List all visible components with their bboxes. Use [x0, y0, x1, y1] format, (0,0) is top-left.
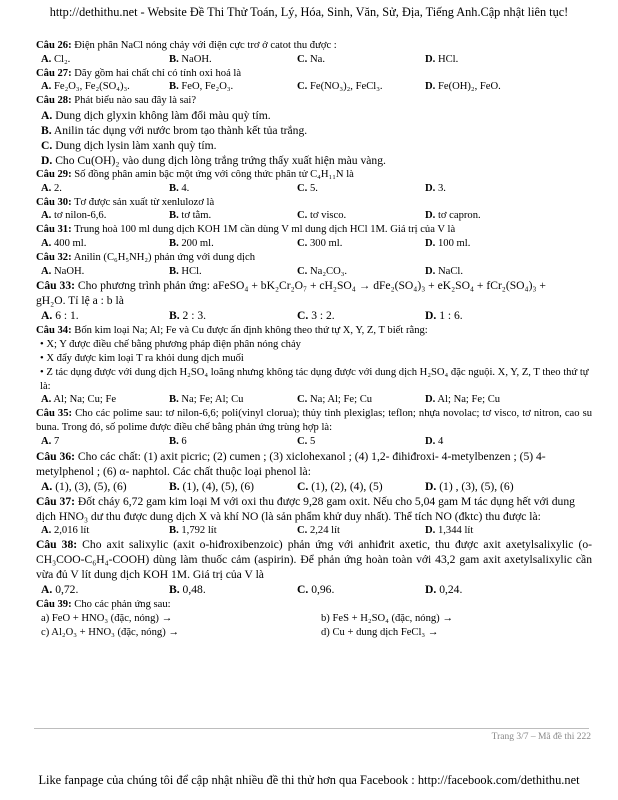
page-footer: Like fanpage của chúng tôi để cập nhật nhiều đề thi thử hơn qua Facebook : http://facebook.com/dethithu.net — [38, 773, 580, 787]
question-text: Bốn kim loại Na; Al; Fe và Cu được ấn định không theo thứ tự X, Y, Z, T biết rằng: — [74, 325, 428, 337]
question-text: Cho phương trình phản ứng: aFeSO₄ + bK₂Cr₂O₇ + cH₂SO₄ → dFe₂(SO₄)₃ + eK₂SO₄ + fCr₂(SO₄)₃ + — [77, 279, 546, 293]
option-b[interactable]: B. 2 : 3. — [169, 309, 207, 323]
footer-divider — [34, 728, 589, 729]
question-number: Câu 36: — [36, 449, 75, 463]
option-b[interactable]: B. 1,792 lít — [169, 524, 217, 536]
option-b[interactable]: B. Anilin tác dụng với nước brom tạo thành kết tủa trắng. — [41, 123, 308, 137]
option-b[interactable]: B. Na; Fe; Al; Cu — [169, 394, 244, 406]
option-a[interactable]: A. 0,72. — [41, 583, 79, 597]
option-b[interactable]: B. tơ tằm. — [169, 210, 212, 222]
question-27 — [36, 67, 592, 81]
option-d[interactable]: D. tơ capron. — [425, 210, 481, 222]
options-35 — [36, 435, 592, 449]
options-26 — [36, 53, 592, 67]
question-number: Câu 39: — [36, 599, 72, 611]
reaction-b: b) FeS + H₂SO₄ (đặc, nóng) → — [321, 613, 453, 625]
option-d[interactable]: D. Cho Cu(OH)₂ vào dung dịch lòng trắng trứng thấy xuất hiện màu vàng. — [41, 153, 386, 167]
question-number: Câu 32: — [36, 251, 72, 263]
option-d[interactable]: D. Fe(OH)₂, FeO. — [425, 81, 501, 93]
option-a[interactable]: A. Dung dịch glyxin không làm đổi màu quỳ tím. — [41, 108, 271, 122]
question-text: Cho các polime sau: tơ nilon-6,6; poli(vinyl clorua); thủy tinh plexiglas; teflon; nhựa novolac; tơ visco, tơ nitron, cao su buna. Trong đó, số polime được điều chế bằng phản ứng trùng hợp là: — [36, 408, 593, 433]
page-label: Trang 3/7 – Mã đề thi 222 — [491, 732, 591, 742]
question-text: Anilin (C₆H₅NH₂) phản ứng với dung dịch — [73, 251, 256, 263]
options-27 — [36, 80, 592, 94]
reaction-a: a) FeO + HNO₃ (đặc, nóng) → — [41, 613, 173, 625]
option-a[interactable]: A. Fe₂O₃, Fe₂(SO₄)₃. — [41, 81, 130, 93]
question-34 — [36, 324, 592, 338]
question-28 — [36, 94, 592, 108]
option-d[interactable]: D. 100 ml. — [425, 237, 471, 249]
option-c[interactable]: C. Na₂CO₃. — [297, 265, 348, 277]
bullet-3: • Z tác dụng được với dung dịch H₂SO₄ loãng nhưng không tác dụng được với dung dịch H₂SO₄ đặc nguội. X, Y, Z, T theo thứ tự là: — [40, 366, 589, 392]
reaction-c: c) Al₂O₃ + HNO₃ (đặc, nóng) → — [41, 626, 179, 638]
question-number: Câu 33: — [36, 279, 75, 293]
question-35 — [36, 407, 592, 435]
option-c[interactable]: C. 5. — [297, 182, 318, 194]
option-b[interactable]: B. HCl. — [169, 265, 202, 277]
options-28 — [36, 108, 592, 168]
question-text: Cho axit salixylic (axit o-hiđroxibenzoic) phản ứng với anhiđrit axetic, thu được axit axetylsalixylic (o-CH₃COO-C₆H₄-COOH) dùng làm thuốc cảm (aspirin). Để phản ứng hoàn toàn với 43,2 gam axit axetylsalixylic cần vừa đủ V lít dung dịch KOH 1M. Giá trị của V là — [36, 538, 592, 582]
option-c[interactable]: C. 3 : 2. — [297, 309, 335, 323]
page-header: http://dethithu.net - Website Đề Thi Thử Toán, Lý, Hóa, Sinh, Văn, Sử, Địa, Tiếng Anh.Cập nhật liên tục! — [49, 5, 569, 19]
option-d[interactable]: D. 3. — [425, 182, 446, 194]
question-number: Câu 30: — [36, 196, 72, 208]
question-text-cont: gH₂O. Tỉ lệ a : b là — [36, 294, 124, 308]
options-29 — [36, 182, 592, 196]
question-text: Điện phân NaCl nóng chảy với điện cực trơ ở catot thu được : — [74, 40, 337, 51]
option-d[interactable]: D. (1) , (3), (5), (6) — [425, 479, 514, 493]
option-c[interactable]: C. Dung dịch lysin làm xanh quỳ tím. — [41, 138, 217, 152]
option-a[interactable]: A. 6 : 1. — [41, 309, 79, 323]
option-b[interactable]: B. 200 ml. — [169, 237, 214, 249]
question-number: Câu 28: — [36, 95, 72, 107]
option-a[interactable]: A. 400 ml. — [41, 237, 87, 249]
question-number: Câu 31: — [36, 224, 72, 236]
question-number: Câu 38: — [36, 538, 78, 552]
question-text: Đốt cháy 6,72 gam kim loại M với oxi thu được 9,28 gam oxit. Nếu cho 5,04 gam M tác dụng hết với dung dịch HNO₃ dư thu được dung dịch X và khí NO (là sản phẩm khử duy nhất). Thể tích NO (đktc) thu được là: — [36, 494, 575, 523]
option-a[interactable]: A. Cl₂. — [41, 53, 71, 65]
question-number: Câu 37: — [36, 494, 75, 508]
question-33 — [36, 278, 592, 308]
option-c[interactable]: C. 5 — [297, 435, 316, 447]
question-text: Số đồng phân amin bậc một ứng với công thức phân tử C₄H₁₁N là — [74, 168, 354, 180]
options-34 — [36, 393, 592, 407]
question-38 — [36, 537, 592, 582]
option-d[interactable]: D. Al; Na; Fe; Cu — [425, 394, 501, 406]
option-c[interactable]: C. (1), (2), (4), (5) — [297, 479, 383, 493]
option-c[interactable]: C. Na. — [297, 53, 325, 65]
option-a[interactable]: A. 7 — [41, 435, 60, 447]
reaction-d: d) Cu + dung dịch FeCl₃ → — [321, 626, 439, 638]
bullet-1: • X; Y được điều chế bằng phương pháp điện phân nóng chảy — [40, 339, 301, 351]
option-b[interactable]: B. 6 — [169, 435, 187, 447]
question-number: Câu 27: — [36, 67, 72, 79]
options-33 — [36, 308, 592, 323]
option-c[interactable]: C. 0,96. — [297, 583, 335, 597]
option-d[interactable]: D. NaCl. — [425, 265, 463, 277]
exam-content — [36, 39, 592, 640]
option-d[interactable]: D. 1 : 6. — [425, 309, 463, 323]
question-text: Phát biểu nào sau đây là sai? — [74, 95, 197, 107]
question-text: Cho các phản ứng sau: — [74, 599, 171, 611]
bullet-2: • X đẩy được kim loại T ra khỏi dung dịch muối — [40, 352, 244, 364]
options-37 — [36, 524, 592, 538]
question-text: Cho các chất: (1) axit picric; (2) cumen ; (3) xiclohexanol ; (4) 1,2- đihiđroxi- 4-metylbenzen ; (5) 4- metylphenol ; (6) α- naphtol. Các chất thuộc loại phenol là: — [36, 449, 546, 478]
question-text: Dãy gồm hai chất chỉ có tính oxi hoá là — [74, 67, 242, 79]
option-b[interactable]: B. 0,48. — [169, 583, 206, 597]
option-a[interactable]: A. tơ nilon-6,6. — [41, 210, 107, 222]
option-a[interactable]: A. 2. — [41, 182, 62, 194]
option-b[interactable]: B. FeO, Fe₂O₃. — [169, 81, 234, 93]
option-c[interactable]: C. Na; Al; Fe; Cu — [297, 394, 373, 406]
question-39 — [36, 598, 592, 612]
question-number: Câu 26: — [36, 40, 72, 51]
options-31 — [36, 237, 592, 251]
question-text: Trung hoà 100 ml dung dịch KOH 1M cần dùng V ml dung dịch HCl 1M. Giá trị của V là — [74, 224, 456, 236]
options-32 — [36, 265, 592, 279]
option-d[interactable]: D. 4 — [425, 435, 444, 447]
option-a[interactable]: A. NaOH. — [41, 265, 85, 277]
option-a[interactable]: A. 2,016 lít — [41, 524, 90, 536]
option-c[interactable]: C. 300 ml. — [297, 237, 343, 249]
option-c[interactable]: C. Fe(NO₃)₂, FeCl₃. — [297, 81, 383, 93]
option-d[interactable]: D. 1,344 lít — [425, 524, 474, 536]
reactions-39 — [36, 612, 592, 640]
option-b[interactable]: B. NaOH. — [169, 53, 212, 65]
option-b[interactable]: B. (1), (4), (5), (6) — [169, 479, 255, 493]
question-number: Câu 29: — [36, 168, 72, 180]
option-d[interactable]: D. HCl. — [425, 53, 459, 65]
question-31 — [36, 223, 592, 237]
options-30 — [36, 209, 592, 223]
question-26 — [36, 39, 592, 53]
option-b[interactable]: B. 4. — [169, 182, 190, 194]
question-37 — [36, 494, 592, 524]
option-a[interactable]: A. Al; Na; Cu; Fe — [41, 394, 117, 406]
option-d[interactable]: D. 0,24. — [425, 583, 463, 597]
question-number: Câu 34: — [36, 325, 72, 337]
option-c[interactable]: C. 2,24 lít — [297, 524, 340, 536]
options-38 — [36, 582, 592, 597]
options-36 — [36, 479, 592, 494]
question-36 — [36, 449, 592, 479]
option-a[interactable]: A. (1), (3), (5), (6) — [41, 479, 127, 493]
question-number: Câu 35: — [36, 408, 73, 420]
question-30 — [36, 196, 592, 210]
question-text: Tơ được sản xuất từ xenlulozơ là — [74, 196, 215, 208]
question-32 — [36, 251, 592, 265]
question-29 — [36, 168, 592, 182]
option-c[interactable]: C. tơ visco. — [297, 210, 347, 222]
